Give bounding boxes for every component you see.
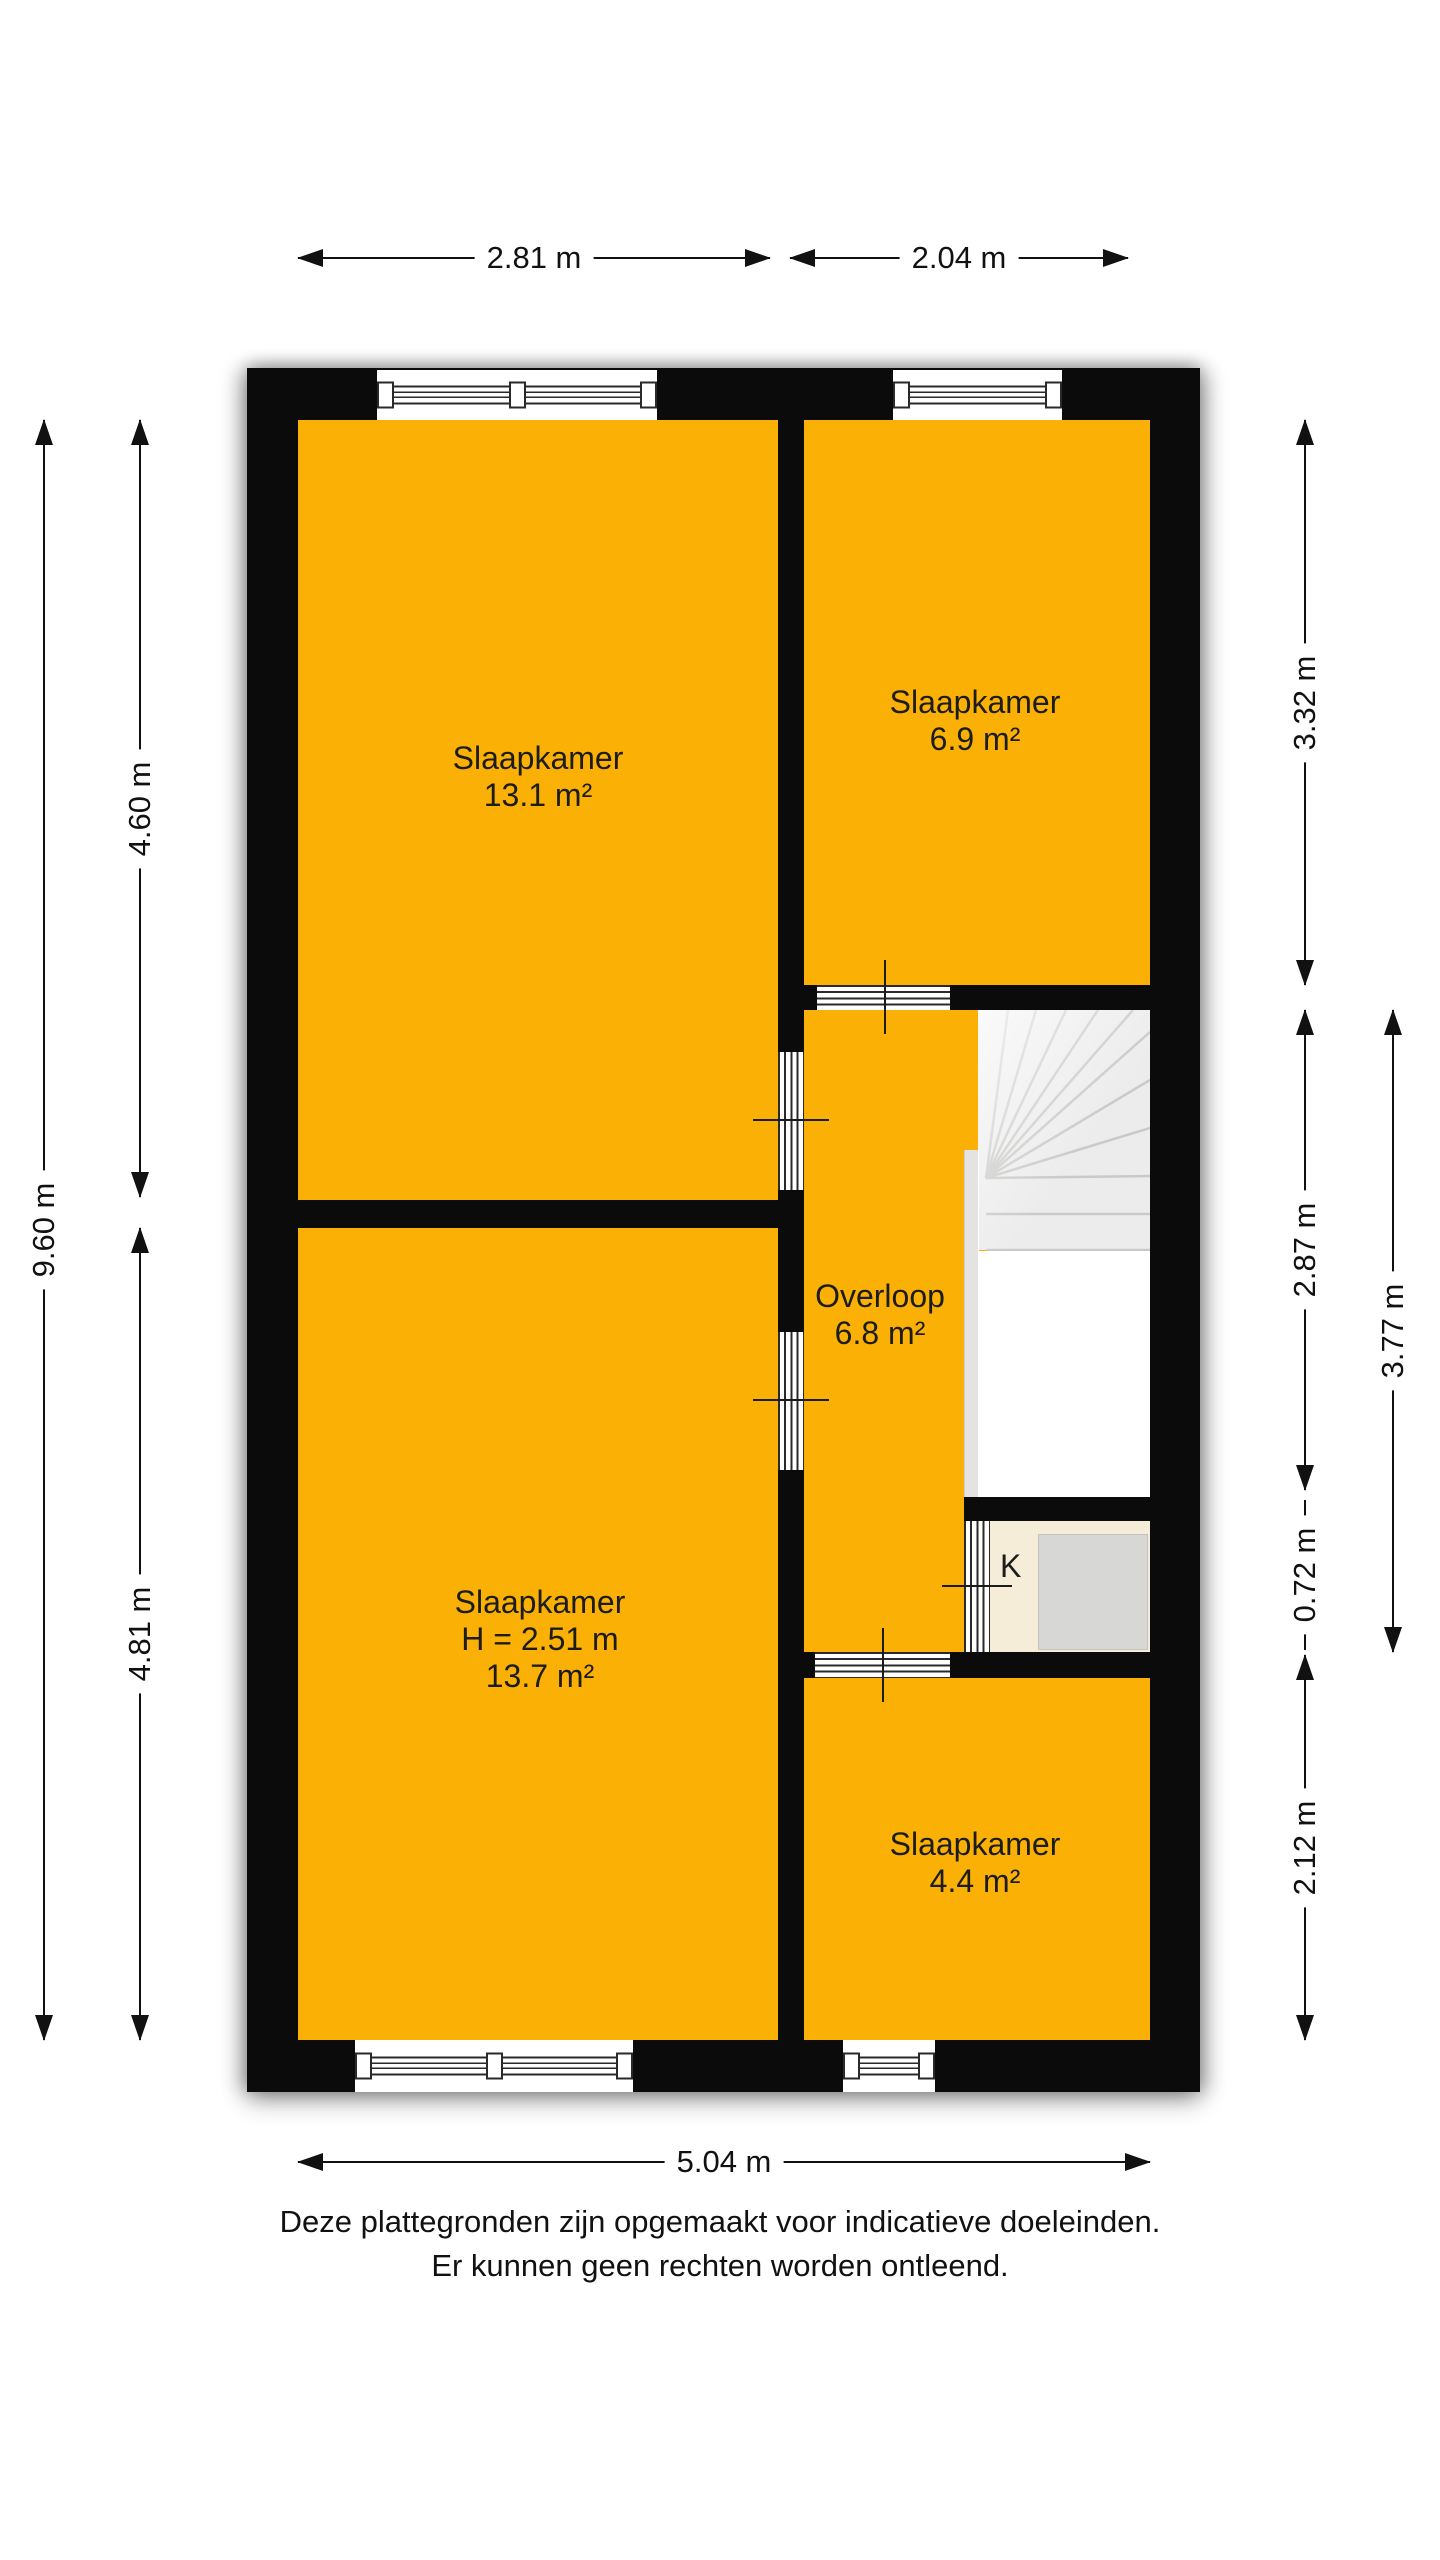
room-label-slaapkamer-44: Slaapkamer 4.4 m² xyxy=(889,1826,1061,1899)
dimension-right-332: 3.32 m xyxy=(1304,420,1306,985)
dimension-right-212: 2.12 m xyxy=(1304,1655,1306,2040)
closet-shelf xyxy=(1038,1534,1148,1650)
dimension-bottom-total: 5.04 m xyxy=(298,2161,1150,2163)
room-label-slaapkamer-131: Slaapkamer 13.1 m² xyxy=(452,740,624,813)
dimension-left-upper: 4.60 m xyxy=(139,420,141,1197)
door-icon xyxy=(778,1332,804,1470)
dimension-right-377: 3.77 m xyxy=(1392,1010,1394,1652)
dimension-top-right: 2.04 m xyxy=(790,257,1128,259)
footer-disclaimer-line2: Er kunnen geen rechten worden ontleend. xyxy=(431,2248,1009,2283)
window-icon xyxy=(893,370,1062,420)
dimension-left-total: 9.60 m xyxy=(43,420,45,2040)
door-tick xyxy=(942,1585,1012,1587)
door-tick xyxy=(753,1399,829,1401)
wall-between-left-bedrooms xyxy=(298,1200,778,1228)
room-label-slaapkamer-137: Slaapkamer H = 2.51 m 13.7 m² xyxy=(454,1584,626,1694)
door-tick xyxy=(884,960,886,1034)
dimension-left-lower: 4.81 m xyxy=(139,1228,141,2040)
footer-disclaimer-line1: Deze plattegronden zijn opgemaakt voor indicatieve doeleinden. xyxy=(279,2204,1161,2239)
window-icon xyxy=(377,370,657,420)
wall-vertical-center xyxy=(778,420,804,2040)
dimension-top-left: 2.81 m xyxy=(298,257,770,259)
door-tick xyxy=(753,1119,829,1121)
room-label-closet-k: K xyxy=(1000,1548,1022,1584)
door-tick xyxy=(882,1628,884,1702)
dimension-right-287: 2.87 m xyxy=(1304,1010,1306,1490)
dimension-right-072: 0.72 m xyxy=(1304,1500,1306,1650)
door-icon xyxy=(778,1052,804,1190)
room-label-overloop: Overloop 6.8 m² xyxy=(815,1278,945,1351)
stairs-icon xyxy=(978,1010,1150,1497)
window-icon xyxy=(843,2040,935,2092)
wall-landing-closet xyxy=(964,1497,1150,1521)
room-label-slaapkamer-69: Slaapkamer 6.9 m² xyxy=(889,684,1061,757)
window-icon xyxy=(355,2040,633,2092)
